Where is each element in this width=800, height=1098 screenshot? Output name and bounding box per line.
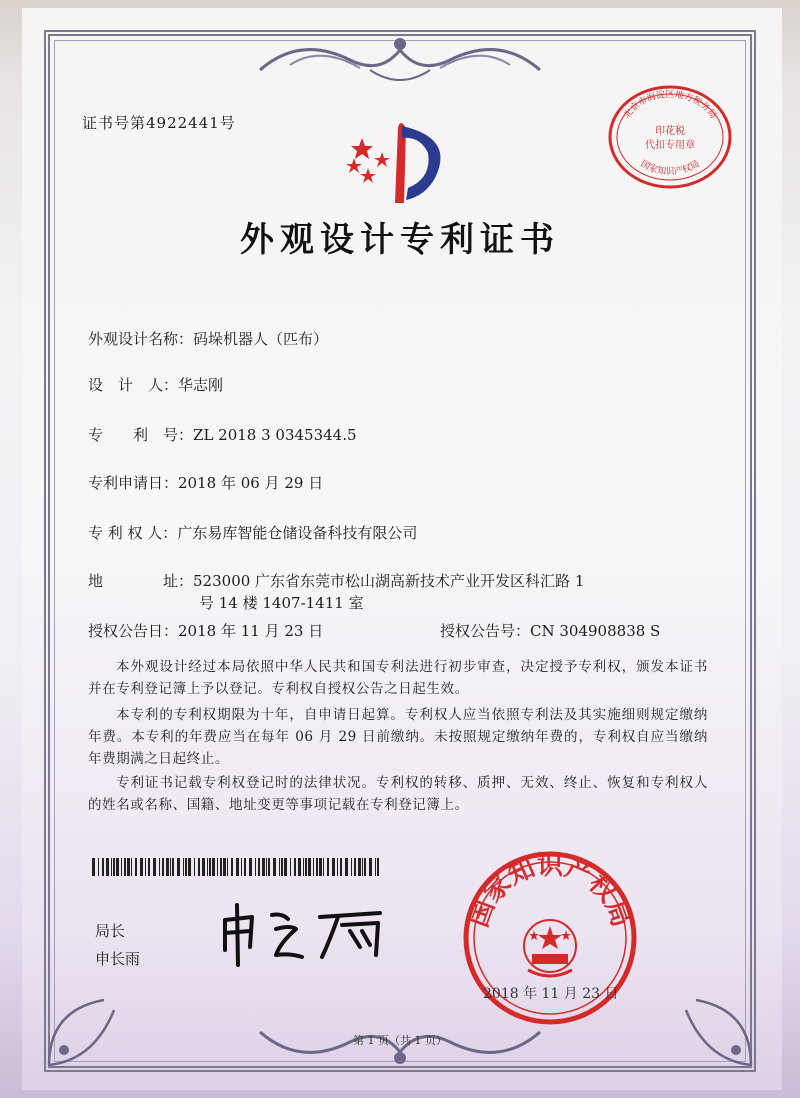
page-title: 外观设计专利证书 bbox=[240, 220, 560, 260]
field-grant-no bbox=[440, 620, 660, 641]
tax-seal-line: 代扣专用章 bbox=[645, 140, 695, 151]
seal-text: 国家知识产权局 bbox=[463, 851, 637, 931]
field-value: 2018 年 06 月 29 日 bbox=[178, 474, 324, 492]
field-value: 华志刚 bbox=[178, 376, 224, 394]
field-patent-no bbox=[88, 424, 357, 445]
certificate-number: 证书号第4922441号 bbox=[82, 114, 236, 132]
tax-seal-icon bbox=[605, 82, 735, 192]
field-value: 523000 广东省东莞市松山湖高新技术产业开发区科汇路 1 bbox=[193, 572, 585, 590]
field-label: 外观设计名称： bbox=[88, 330, 194, 348]
svg-text:北京市海淀区地方税务局 bbox=[621, 88, 719, 121]
paragraph: 本外观设计经过本局依照中华人民共和国专利法进行初步审查，决定授予专利权，颁发本证书并在专利登记簿上予以登记。专利权自授权公告之日起生效。 bbox=[88, 659, 708, 697]
svg-text:国家知识产权局 bbox=[464, 851, 636, 931]
field-design-name bbox=[88, 328, 328, 349]
tax-seal-line: 印花税 bbox=[655, 126, 685, 137]
field-grant-date bbox=[88, 620, 323, 641]
field-patentee bbox=[88, 522, 417, 543]
field-value: ZL 2018 3 0345344.5 bbox=[193, 426, 357, 444]
paragraph: 本专利的专利权期限为十年，自申请日起算。专利权人应当依照专利法及其实施细则规定缴纳年费。本专利的年费应当在每年 06 月 29 日前缴纳。未按照规定缴纳年费的，专利权自应当缴纳年费期满之日起终止。 bbox=[88, 707, 708, 767]
field-filing-date bbox=[88, 472, 323, 493]
field-value: 码垛机器人（匹布） bbox=[193, 330, 329, 348]
page-number: 第 1 页（共 1 页） bbox=[353, 1034, 447, 1047]
paragraph: 专利证书记载专利权登记时的法律状况。专利权的转移、质押、无效、终止、恢复和专利权人的姓名或名称、国籍、地址变更等事项记载在专利登记簿上。 bbox=[88, 775, 708, 813]
director-signature bbox=[210, 895, 410, 975]
svg-text:国家知识产权局 bbox=[639, 158, 702, 177]
field-address bbox=[88, 570, 584, 591]
tax-seal-bottom-text: 国家知识产权局 bbox=[638, 159, 702, 178]
director-name: 申长雨 bbox=[95, 950, 141, 968]
tax-seal-top-text: 北京市海淀区地方税务局 bbox=[622, 90, 718, 121]
corner-ornament-icon bbox=[44, 990, 124, 1070]
field-label: 授权公告号： bbox=[440, 622, 531, 640]
patent-office-emblem-icon bbox=[340, 108, 460, 208]
field-value: 2018 年 11 月 23 日 bbox=[178, 622, 324, 640]
field-label: 专 利 号： bbox=[88, 426, 194, 444]
field-designer bbox=[88, 374, 223, 395]
corner-ornament-icon bbox=[676, 990, 756, 1070]
field-label: 专利申请日： bbox=[88, 474, 179, 492]
field-label: 授权公告日： bbox=[88, 622, 179, 640]
field-label: 设 计 人： bbox=[88, 376, 179, 394]
field-address-line2: 号 14 楼 1407-1411 室 bbox=[199, 594, 364, 612]
top-ornament-icon bbox=[250, 30, 550, 90]
field-label: 地 址： bbox=[88, 572, 194, 590]
field-value: CN 304908838 S bbox=[530, 622, 661, 640]
field-value: 广东易库智能仓储设备科技有限公司 bbox=[177, 524, 418, 542]
director-title: 局长 bbox=[95, 922, 126, 940]
barcode-icon bbox=[92, 858, 382, 876]
seal-date: 2018 年 11 月 23 日 bbox=[483, 986, 619, 1002]
field-label: 专 利 权 人： bbox=[88, 524, 178, 542]
